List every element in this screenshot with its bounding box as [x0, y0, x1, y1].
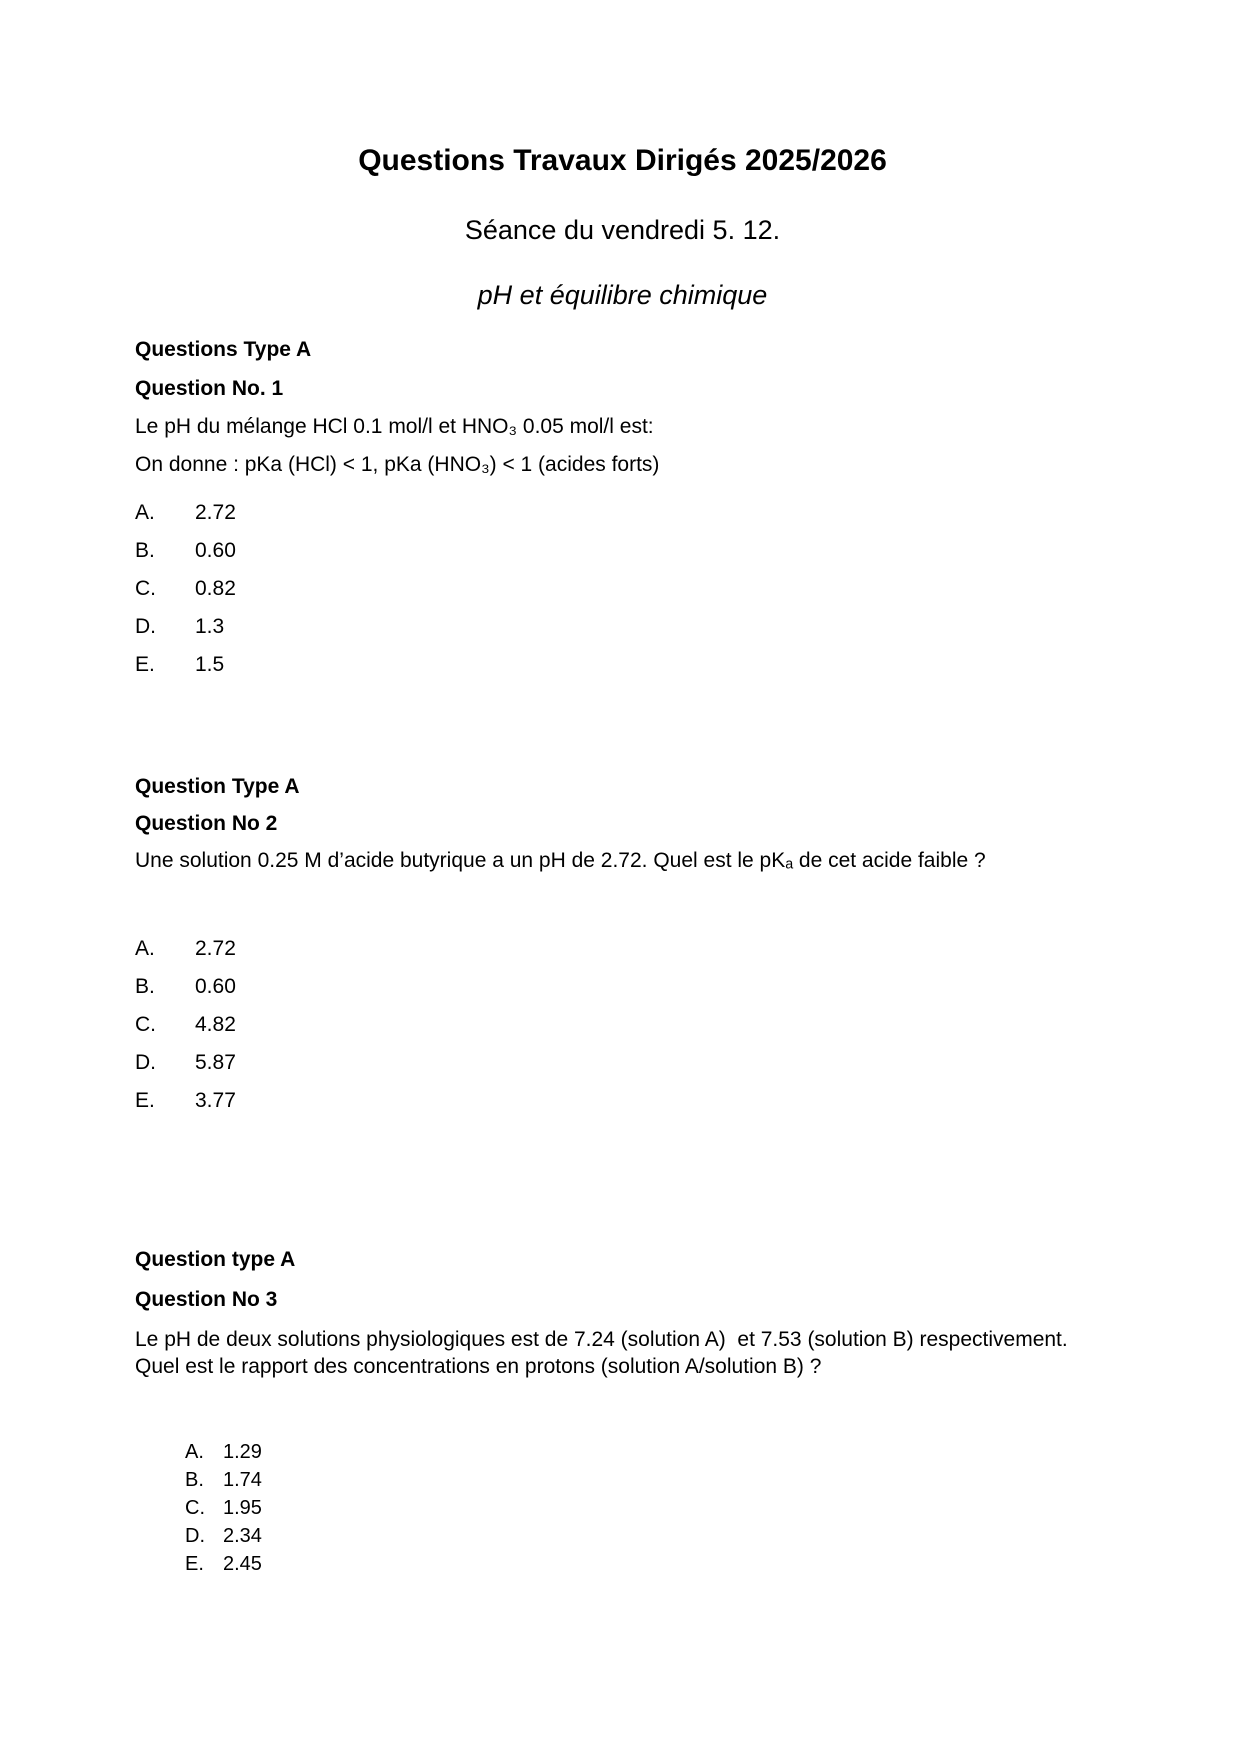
- question-text-line-1: Le pH de deux solutions physiologiques est de 7.24 (solution A) et 7.53 (solution B) respectivement.: [135, 1328, 1068, 1351]
- option-letter: D.: [135, 1051, 156, 1074]
- question-type-heading: Question Type A: [135, 775, 300, 798]
- option-letter: E.: [135, 653, 155, 676]
- answer-option-d: [135, 1050, 1110, 1076]
- answer-option-c: [185, 1494, 1110, 1522]
- answer-option-b: [135, 538, 1110, 564]
- option-value: 2.72: [195, 501, 236, 524]
- question-text: Une solution 0.25 M d’acide butyrique a un pH de 2.72. Quel est le pKₐ de cet acide faible ?: [135, 849, 986, 872]
- answer-option-d: [135, 614, 1110, 640]
- option-value: 0.82: [195, 577, 236, 600]
- option-letter: D.: [135, 615, 156, 638]
- option-letter: B.: [135, 539, 155, 562]
- answer-option-a: [135, 500, 1110, 526]
- document-title: Questions Travaux Dirigés 2025/2026: [358, 144, 887, 177]
- question-section-3: [135, 1247, 1110, 1578]
- option-letter: C.: [135, 1013, 156, 1036]
- option-value: 1.29: [223, 1441, 262, 1463]
- option-value: 0.60: [195, 539, 236, 562]
- answer-options-list: [135, 500, 1110, 678]
- option-value: 5.87: [195, 1051, 236, 1074]
- option-letter: A.: [135, 937, 155, 960]
- question-number-heading: Question No. 1: [135, 377, 284, 400]
- question-type-heading: Questions Type A: [135, 338, 312, 361]
- option-value: 2.45: [223, 1553, 262, 1575]
- answer-option-e: [185, 1550, 1110, 1578]
- option-letter: B.: [185, 1469, 204, 1491]
- question-number-heading: Question No 2: [135, 812, 278, 835]
- option-value: 2.34: [223, 1525, 262, 1547]
- option-letter: A.: [135, 501, 155, 524]
- question-number-heading: Question No 3: [135, 1288, 278, 1311]
- option-letter: A.: [185, 1441, 204, 1463]
- question-section-2: [135, 774, 1110, 1114]
- option-value: 0.60: [195, 975, 236, 998]
- question-text: Le pH du mélange HCl 0.1 mol/l et HNO₃ 0.05 mol/l est:: [135, 415, 654, 438]
- option-letter: E.: [185, 1553, 204, 1575]
- answer-option-c: [135, 576, 1110, 602]
- answer-option-a: [135, 936, 1110, 962]
- answer-options-list: [135, 936, 1110, 1114]
- option-letter: B.: [135, 975, 155, 998]
- option-value: 1.3: [195, 615, 225, 638]
- answer-option-b: [135, 974, 1110, 1000]
- option-value: 3.77: [195, 1089, 236, 1112]
- option-letter: C.: [135, 577, 156, 600]
- topic-subtitle: pH et équilibre chimique: [477, 280, 768, 310]
- answer-option-e: [135, 652, 1110, 678]
- answer-option-e: [135, 1088, 1110, 1114]
- question-given-data: On donne : pKa (HCl) < 1, pKa (HNO₃) < 1 (acides forts): [135, 453, 660, 476]
- answer-option-d: [185, 1522, 1110, 1550]
- session-subtitle: Séance du vendredi 5. 12.: [464, 215, 781, 245]
- option-letter: C.: [185, 1497, 205, 1519]
- answer-option-c: [135, 1012, 1110, 1038]
- question-text-line-2: Quel est le rapport des concentrations en protons (solution A/solution B) ?: [135, 1355, 822, 1378]
- question-section-1: [135, 337, 1110, 678]
- answer-option-b: [185, 1466, 1110, 1494]
- option-value: 2.72: [195, 937, 236, 960]
- option-value: 1.74: [223, 1469, 262, 1491]
- question-type-heading: Question type A: [135, 1248, 296, 1271]
- option-value: 1.5: [195, 653, 225, 676]
- answer-option-a: [185, 1438, 1110, 1466]
- option-letter: D.: [185, 1525, 205, 1547]
- option-value: 1.95: [223, 1497, 262, 1519]
- option-letter: E.: [135, 1089, 155, 1112]
- option-value: 4.82: [195, 1013, 236, 1036]
- answer-options-list: [135, 1438, 1110, 1578]
